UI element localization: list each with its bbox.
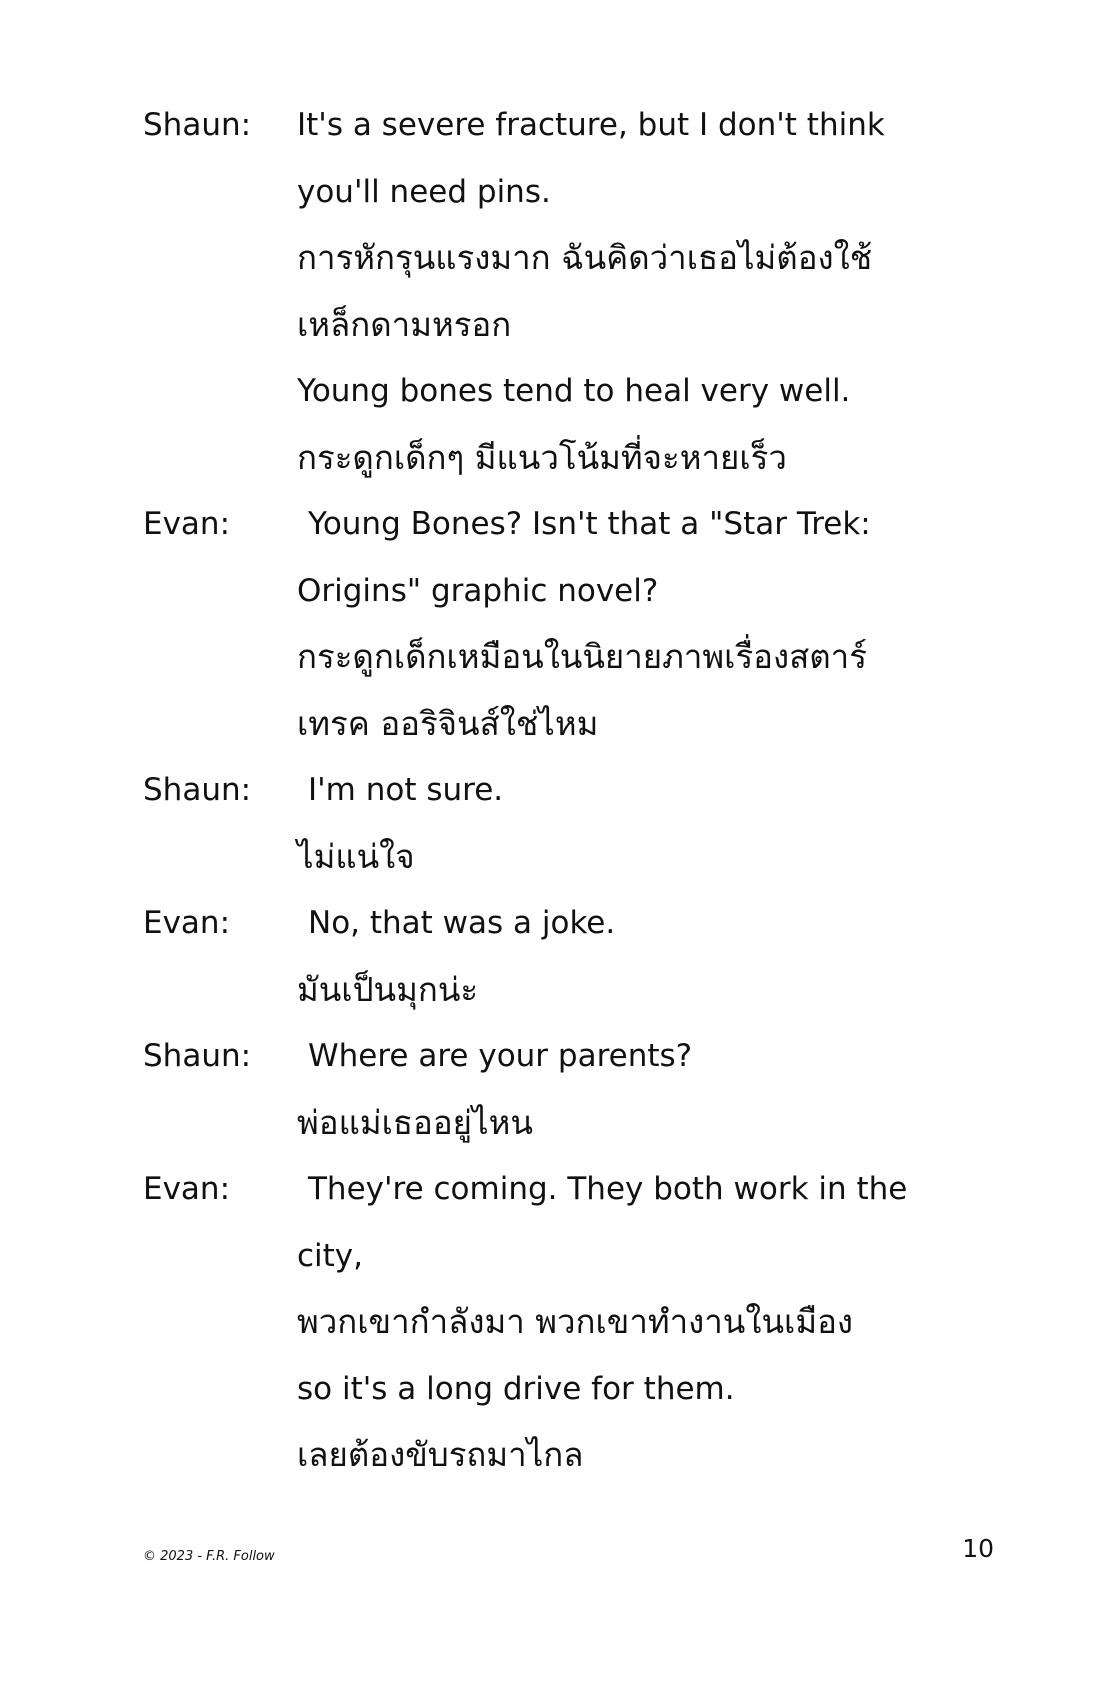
- dialogue-line-english: so it's a long drive for them.: [297, 1370, 735, 1407]
- speaker-name: Shaun:: [143, 772, 252, 808]
- dialogue-line-english: Young bones tend to heal very well.: [297, 373, 851, 409]
- speaker-name: Evan:: [143, 1171, 231, 1207]
- copyright-notice: © 2023 - F.R. Follow: [143, 1549, 275, 1564]
- dialogue-line-thai: มันเป็นมุกน่ะ: [297, 969, 479, 1009]
- speaker-name: Evan:: [143, 506, 231, 542]
- dialogue-lines: [297, 491, 963, 757]
- dialogue-line-english: city,: [297, 1237, 364, 1274]
- dialogue-lines: [297, 757, 963, 890]
- dialogue-line-english: Young Bones? Isn't that a "Star Trek:: [308, 506, 871, 542]
- dialogue-line-thai: การหักรุนแรงมาก ฉันคิดว่าเธอไม่ต้องใช้: [297, 238, 873, 277]
- dialogue-line-thai: ไม่แน่ใจ: [297, 836, 415, 876]
- dialogue-line-english: No, that was a joke.: [308, 905, 616, 941]
- dialogue-lines: [297, 890, 963, 1023]
- dialogue-line-thai: กระดูกเด็กๆ มีแนวโน้มที่จะหายเร็ว: [297, 437, 787, 477]
- dialogue-turn: [143, 92, 963, 491]
- dialogue-turn: [143, 1023, 963, 1156]
- dialogue-line-thai: เหล็กดามหรอก: [297, 304, 512, 344]
- dialogue-lines: [297, 92, 963, 491]
- dialogue-script: [143, 92, 963, 1489]
- dialogue-line-thai: เทรค ออริจินส์ใช่ไหม: [297, 703, 599, 743]
- dialogue-line-thai: พวกเขากำลังมา พวกเขาทำงานในเมือง: [297, 1302, 854, 1341]
- dialogue-lines: [297, 1023, 963, 1156]
- dialogue-line-english: They're coming. They both work in the: [308, 1171, 908, 1207]
- dialogue-line-thai: เลยต้องขับรถมาไกล: [297, 1435, 584, 1474]
- dialogue-line-thai: พ่อแม่เธออยู่ไหน: [297, 1102, 533, 1142]
- speaker-name: Shaun:: [143, 107, 252, 143]
- dialogue-line-english: Where are your parents?: [308, 1038, 693, 1074]
- dialogue-turn: [143, 757, 963, 890]
- dialogue-line-english: I'm not sure.: [308, 772, 504, 808]
- page-number: 10: [962, 1534, 994, 1563]
- dialogue-lines: [297, 1156, 963, 1489]
- dialogue-turn: [143, 890, 963, 1023]
- speaker-name: Shaun:: [143, 1038, 252, 1074]
- speaker-name: Evan:: [143, 905, 231, 941]
- dialogue-turn: [143, 1156, 963, 1489]
- dialogue-line-english: Origins" graphic novel?: [297, 572, 659, 609]
- dialogue-turn: [143, 491, 963, 757]
- dialogue-line-english: It's a severe fracture, but I don't think: [297, 107, 885, 143]
- dialogue-line-english: you'll need pins.: [297, 173, 551, 210]
- dialogue-line-thai: กระดูกเด็กเหมือนในนิยายภาพเรื่องสตาร์: [297, 637, 867, 676]
